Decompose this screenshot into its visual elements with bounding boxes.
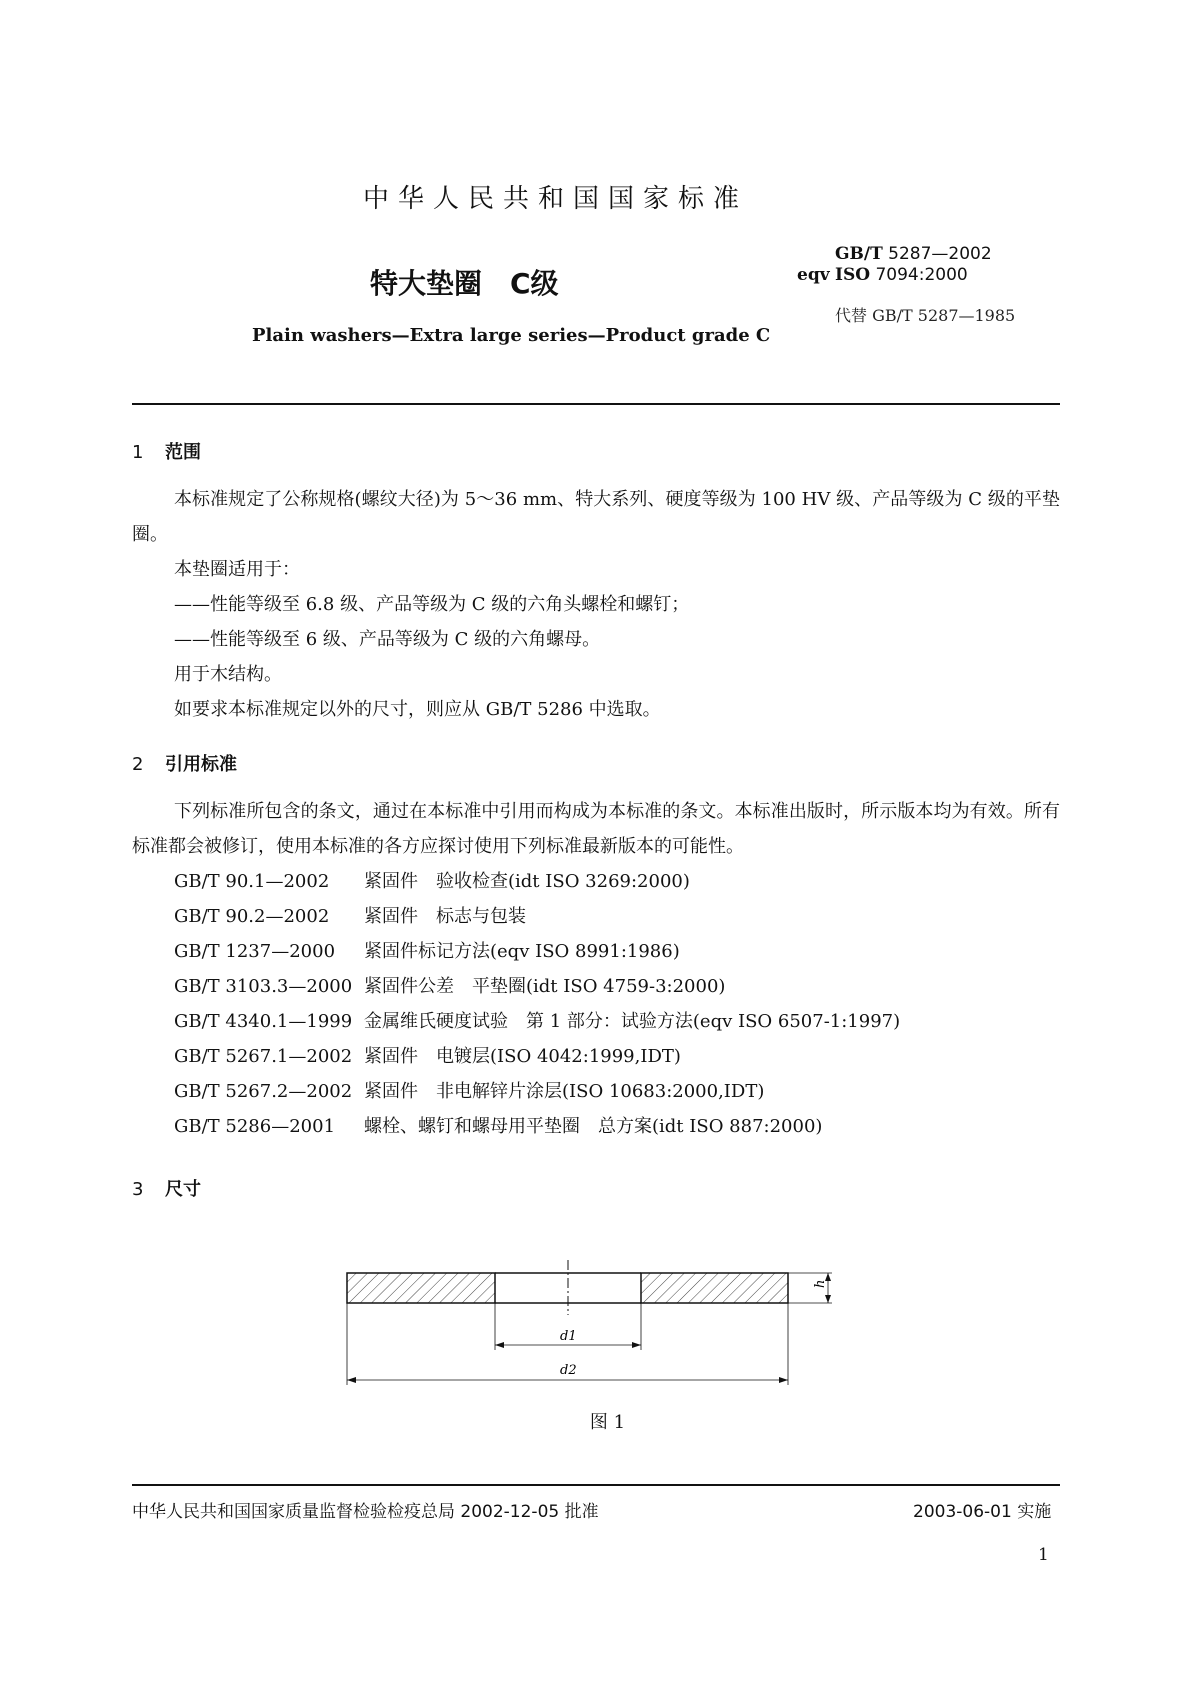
- reference-item: [174, 969, 725, 1004]
- reference-title: 螺栓、螺钉和螺母用平垫圈 总方案(idt ISO 887:2000): [364, 1116, 823, 1137]
- section-number: 3: [132, 1179, 144, 1200]
- reference-item: [174, 899, 526, 934]
- d2-arrow-right: [779, 1377, 788, 1383]
- reference-title: 紧固件 标志与包装: [364, 906, 526, 927]
- washer-left-section: [347, 1273, 495, 1303]
- section-1-wood: 用于木结构。: [174, 664, 282, 685]
- reference-item: [174, 864, 690, 899]
- d1-label: d1: [560, 1329, 577, 1344]
- section-title: 尺寸: [165, 1179, 201, 1200]
- washer-cross-section-figure: [340, 1255, 860, 1390]
- page-number: 1: [1038, 1545, 1049, 1565]
- reference-title: 紧固件公差 平垫圈(idt ISO 4759-3:2000): [364, 976, 726, 997]
- d1-arrow-right: [632, 1342, 641, 1348]
- standard-code: 5287—2002: [888, 244, 992, 264]
- reference-number: GB/T 5267.2—2002: [174, 1081, 353, 1102]
- h-label: h: [813, 1279, 828, 1288]
- section-2-intro: 下列标准所包含的条文，通过在本标准中引用而构成为本标准的条文。本标准出版时，所示版本均为有效。所有标准都会被修订，使用本标准的各方应探讨使用下列标准最新版本的可能性。: [132, 801, 1060, 857]
- reference-title: 紧固件 非电解锌片涂层(ISO 10683:2000,IDT): [364, 1081, 765, 1102]
- section-title: 引用标准: [165, 754, 237, 775]
- section-title: 范围: [165, 442, 201, 463]
- reference-number: GB/T 4340.1—1999: [174, 1011, 353, 1032]
- equivalent-standard: [797, 265, 968, 285]
- d1-arrow-left: [495, 1342, 504, 1348]
- reference-title: 紧固件 电镀层(ISO 4042:1999,IDT): [364, 1046, 681, 1067]
- national-standard-heading: 中华人民共和国国家标准: [362, 184, 748, 214]
- reference-item: [174, 934, 680, 969]
- reference-title: 紧固件 验收检查(idt ISO 3269:2000): [364, 871, 690, 892]
- standard-number: [835, 244, 992, 264]
- eqv-prefix: eqv: [797, 265, 830, 285]
- approval-authority: 中华人民共和国国家质量监督检验检疫总局 2002-12-05 批准: [132, 1502, 599, 1522]
- standard-prefix: GB/T: [835, 244, 883, 264]
- section-1-item-bolts: ——性能等级至 6.8 级、产品等级为 C 级的六角头螺栓和螺钉；: [174, 594, 690, 615]
- section-1-applies-to: 本垫圈适用于：: [174, 559, 300, 580]
- document-title-english: Plain washers—Extra large series—Product grade C: [252, 325, 771, 346]
- effective-date: 2003-06-01 实施: [913, 1502, 1052, 1522]
- section-number: 2: [132, 754, 144, 775]
- reference-item: [174, 1074, 764, 1109]
- reference-item: [174, 1004, 900, 1039]
- washer-right-section: [641, 1273, 788, 1303]
- reference-number: GB/T 90.1—2002: [174, 871, 330, 892]
- reference-number: GB/T 90.2—2002: [174, 906, 330, 927]
- reference-title: 金属维氏硬度试验 第 1 部分：试验方法(eqv ISO 6507-1:1997): [364, 1011, 901, 1032]
- eqv-code: 7094:2000: [875, 265, 968, 285]
- reference-number: GB/T 1237—2000: [174, 941, 336, 962]
- replaces-standard: 代替 GB/T 5287—1985: [835, 306, 1016, 325]
- section-1-scope-paragraph: 本标准规定了公称规格(螺纹大径)为 5～36 mm、特大系列、硬度等级为 100 HV 级、产品等级为 C 级的平垫圈。: [132, 489, 1060, 545]
- d2-label: d2: [560, 1363, 577, 1378]
- section-3-heading: [132, 1175, 201, 1201]
- reference-item: [174, 1039, 681, 1074]
- section-1-heading: [132, 438, 201, 464]
- header-divider: [132, 403, 1060, 405]
- section-1-item-nuts: ——性能等级至 6 级、产品等级为 C 级的六角螺母。: [174, 629, 601, 650]
- reference-number: GB/T 3103.3—2000: [174, 976, 353, 997]
- section-2-heading: [132, 750, 237, 776]
- d2-arrow-left: [347, 1377, 356, 1383]
- document-title: 特大垫圈 C级: [370, 267, 559, 300]
- reference-item: [174, 1109, 822, 1144]
- figure-caption: 图 1: [589, 1412, 626, 1433]
- reference-title: 紧固件标记方法(eqv ISO 8991:1986): [364, 941, 680, 962]
- h-arrow-bottom: [825, 1295, 831, 1303]
- eqv-iso: ISO: [835, 265, 871, 285]
- reference-number: GB/T 5267.1—2002: [174, 1046, 353, 1067]
- section-1-other-sizes: 如要求本标准规定以外的尺寸，则应从 GB/T 5286 中选取。: [174, 699, 661, 720]
- section-number: 1: [132, 442, 144, 463]
- footer-divider: [132, 1484, 1060, 1486]
- reference-number: GB/T 5286—2001: [174, 1116, 336, 1137]
